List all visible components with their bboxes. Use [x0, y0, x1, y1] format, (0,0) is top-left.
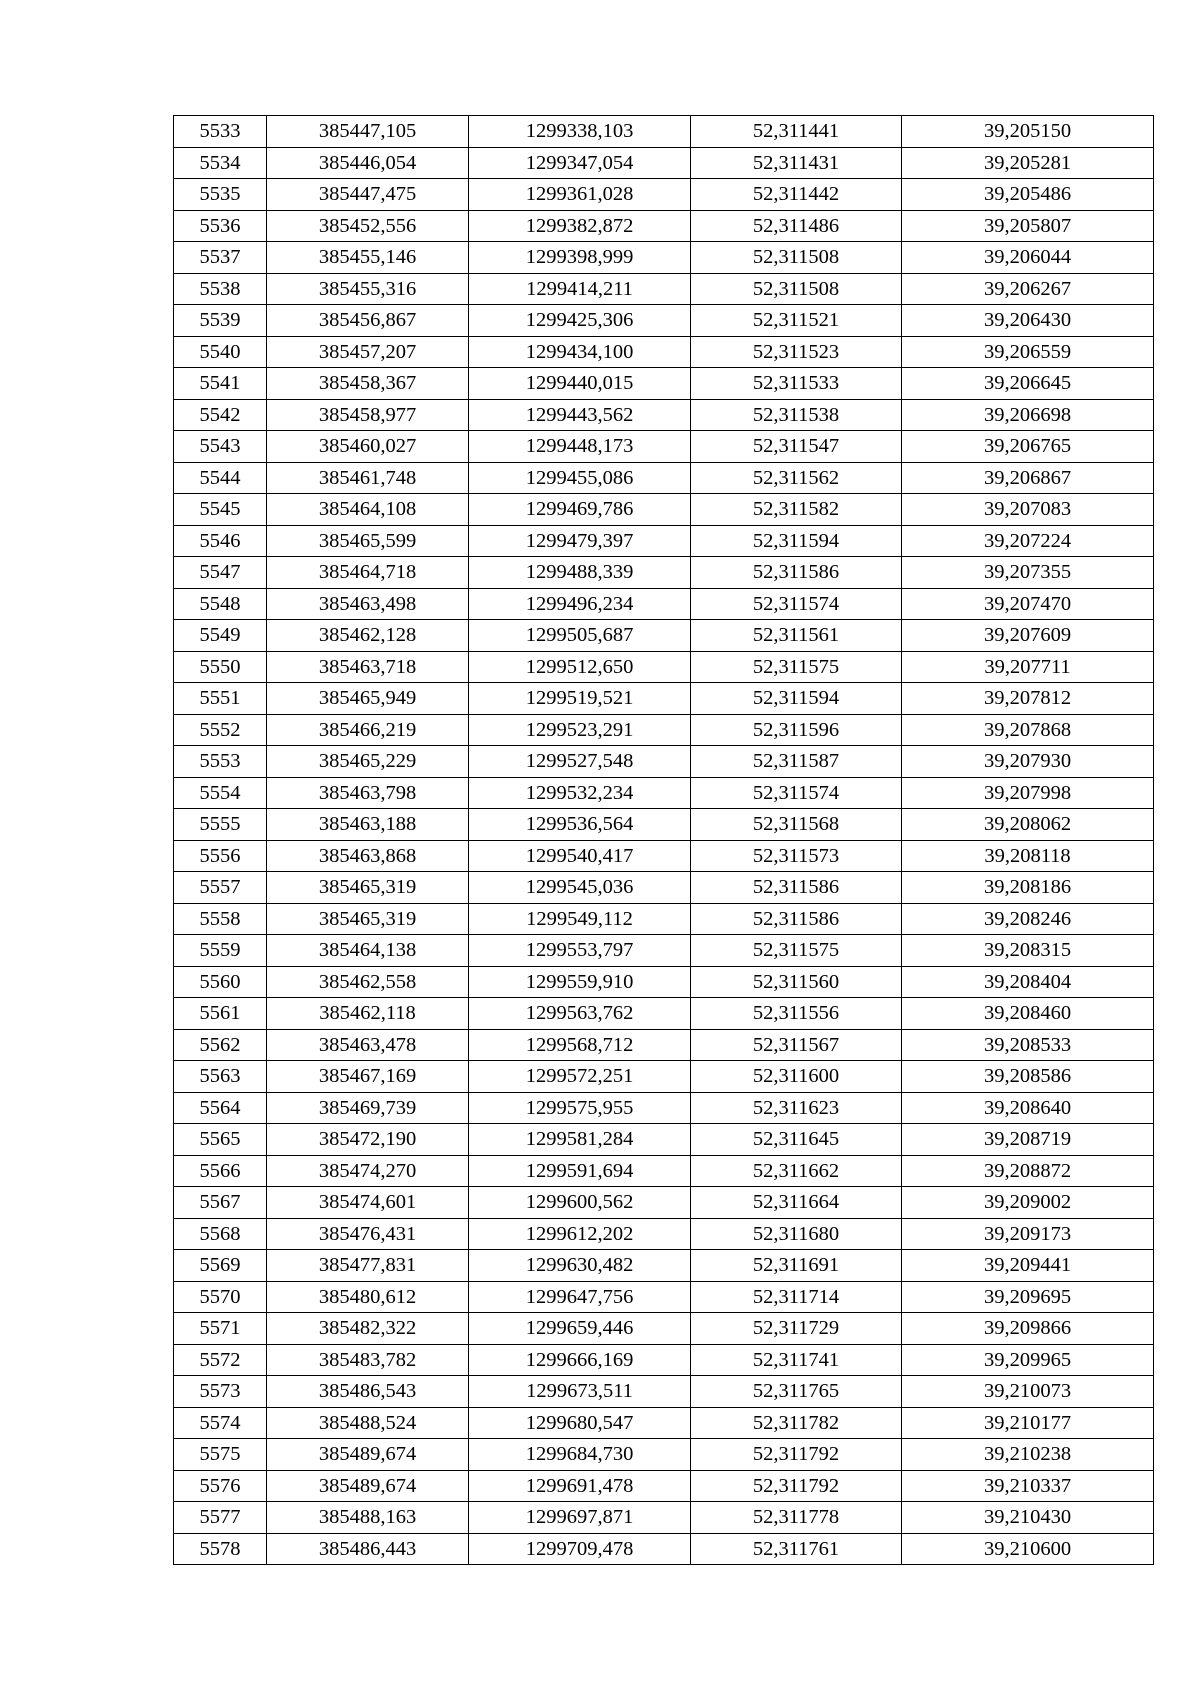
latitude-cell: 52,311714 — [691, 1281, 902, 1313]
y-coordinate-cell: 1299553,797 — [469, 935, 691, 967]
point-number-cell: 5574 — [174, 1407, 267, 1439]
latitude-cell: 52,311778 — [691, 1502, 902, 1534]
table-row — [174, 1439, 1154, 1471]
longitude-cell: 39,210337 — [902, 1470, 1154, 1502]
point-number-cell: 5567 — [174, 1187, 267, 1219]
latitude-cell: 52,311664 — [691, 1187, 902, 1219]
y-coordinate-cell: 1299680,547 — [469, 1407, 691, 1439]
x-coordinate-cell: 385463,868 — [267, 840, 469, 872]
y-coordinate-cell: 1299575,955 — [469, 1092, 691, 1124]
x-coordinate-cell: 385455,146 — [267, 242, 469, 274]
table-row — [174, 1533, 1154, 1565]
table-row — [174, 1502, 1154, 1534]
latitude-cell: 52,311574 — [691, 588, 902, 620]
x-coordinate-cell: 385455,316 — [267, 273, 469, 305]
y-coordinate-cell: 1299523,291 — [469, 714, 691, 746]
y-coordinate-cell: 1299709,478 — [469, 1533, 691, 1565]
point-number-cell: 5568 — [174, 1218, 267, 1250]
point-number-cell: 5569 — [174, 1250, 267, 1282]
point-number-cell: 5549 — [174, 620, 267, 652]
x-coordinate-cell: 385463,498 — [267, 588, 469, 620]
x-coordinate-cell: 385483,782 — [267, 1344, 469, 1376]
longitude-cell: 39,210430 — [902, 1502, 1154, 1534]
table-row — [174, 1124, 1154, 1156]
latitude-cell: 52,311556 — [691, 998, 902, 1030]
point-number-cell: 5542 — [174, 399, 267, 431]
y-coordinate-cell: 1299488,339 — [469, 557, 691, 589]
x-coordinate-cell: 385482,322 — [267, 1313, 469, 1345]
x-coordinate-cell: 385452,556 — [267, 210, 469, 242]
table-row — [174, 525, 1154, 557]
longitude-cell: 39,206698 — [902, 399, 1154, 431]
x-coordinate-cell: 385463,798 — [267, 777, 469, 809]
latitude-cell: 52,311586 — [691, 872, 902, 904]
longitude-cell: 39,206267 — [902, 273, 1154, 305]
table-row — [174, 431, 1154, 463]
point-number-cell: 5555 — [174, 809, 267, 841]
table-row — [174, 903, 1154, 935]
x-coordinate-cell: 385465,229 — [267, 746, 469, 778]
longitude-cell: 39,208118 — [902, 840, 1154, 872]
y-coordinate-cell: 1299455,086 — [469, 462, 691, 494]
y-coordinate-cell: 1299697,871 — [469, 1502, 691, 1534]
x-coordinate-cell: 385447,105 — [267, 116, 469, 148]
x-coordinate-cell: 385460,027 — [267, 431, 469, 463]
latitude-cell: 52,311586 — [691, 557, 902, 589]
y-coordinate-cell: 1299505,687 — [469, 620, 691, 652]
longitude-cell: 39,206044 — [902, 242, 1154, 274]
point-number-cell: 5547 — [174, 557, 267, 589]
table-row — [174, 1344, 1154, 1376]
longitude-cell: 39,208719 — [902, 1124, 1154, 1156]
latitude-cell: 52,311691 — [691, 1250, 902, 1282]
table-row — [174, 1376, 1154, 1408]
latitude-cell: 52,311662 — [691, 1155, 902, 1187]
latitude-cell: 52,311587 — [691, 746, 902, 778]
latitude-cell: 52,311523 — [691, 336, 902, 368]
table-row — [174, 840, 1154, 872]
table-row — [174, 651, 1154, 683]
y-coordinate-cell: 1299425,306 — [469, 305, 691, 337]
table-row — [174, 1092, 1154, 1124]
table-row — [174, 305, 1154, 337]
latitude-cell: 52,311594 — [691, 683, 902, 715]
longitude-cell: 39,209965 — [902, 1344, 1154, 1376]
x-coordinate-cell: 385458,367 — [267, 368, 469, 400]
longitude-cell: 39,207224 — [902, 525, 1154, 557]
table-row — [174, 746, 1154, 778]
y-coordinate-cell: 1299630,482 — [469, 1250, 691, 1282]
y-coordinate-cell: 1299691,478 — [469, 1470, 691, 1502]
point-number-cell: 5570 — [174, 1281, 267, 1313]
table-row — [174, 620, 1154, 652]
x-coordinate-cell: 385472,190 — [267, 1124, 469, 1156]
table-row — [174, 966, 1154, 998]
longitude-cell: 39,205281 — [902, 147, 1154, 179]
y-coordinate-cell: 1299361,028 — [469, 179, 691, 211]
table-row — [174, 777, 1154, 809]
x-coordinate-cell: 385489,674 — [267, 1439, 469, 1471]
table-row — [174, 714, 1154, 746]
table-row — [174, 998, 1154, 1030]
table-row — [174, 368, 1154, 400]
x-coordinate-cell: 385467,169 — [267, 1061, 469, 1093]
point-number-cell: 5534 — [174, 147, 267, 179]
point-number-cell: 5556 — [174, 840, 267, 872]
x-coordinate-cell: 385462,128 — [267, 620, 469, 652]
table-row — [174, 399, 1154, 431]
table-row — [174, 557, 1154, 589]
latitude-cell: 52,311562 — [691, 462, 902, 494]
y-coordinate-cell: 1299591,694 — [469, 1155, 691, 1187]
longitude-cell: 39,207470 — [902, 588, 1154, 620]
latitude-cell: 52,311792 — [691, 1470, 902, 1502]
y-coordinate-cell: 1299443,562 — [469, 399, 691, 431]
longitude-cell: 39,208404 — [902, 966, 1154, 998]
latitude-cell: 52,311761 — [691, 1533, 902, 1565]
point-number-cell: 5548 — [174, 588, 267, 620]
y-coordinate-cell: 1299540,417 — [469, 840, 691, 872]
latitude-cell: 52,311442 — [691, 179, 902, 211]
table-row — [174, 494, 1154, 526]
y-coordinate-cell: 1299414,211 — [469, 273, 691, 305]
point-number-cell: 5564 — [174, 1092, 267, 1124]
table-row — [174, 1061, 1154, 1093]
table-row — [174, 179, 1154, 211]
point-number-cell: 5578 — [174, 1533, 267, 1565]
longitude-cell: 39,207998 — [902, 777, 1154, 809]
y-coordinate-cell: 1299545,036 — [469, 872, 691, 904]
point-number-cell: 5563 — [174, 1061, 267, 1093]
longitude-cell: 39,209002 — [902, 1187, 1154, 1219]
y-coordinate-cell: 1299434,100 — [469, 336, 691, 368]
point-number-cell: 5566 — [174, 1155, 267, 1187]
point-number-cell: 5551 — [174, 683, 267, 715]
longitude-cell: 39,206645 — [902, 368, 1154, 400]
x-coordinate-cell: 385488,524 — [267, 1407, 469, 1439]
point-number-cell: 5545 — [174, 494, 267, 526]
y-coordinate-cell: 1299536,564 — [469, 809, 691, 841]
longitude-cell: 39,208872 — [902, 1155, 1154, 1187]
x-coordinate-cell: 385469,739 — [267, 1092, 469, 1124]
y-coordinate-cell: 1299549,112 — [469, 903, 691, 935]
y-coordinate-cell: 1299496,234 — [469, 588, 691, 620]
point-number-cell: 5559 — [174, 935, 267, 967]
longitude-cell: 39,207930 — [902, 746, 1154, 778]
x-coordinate-cell: 385480,612 — [267, 1281, 469, 1313]
latitude-cell: 52,311594 — [691, 525, 902, 557]
y-coordinate-cell: 1299469,786 — [469, 494, 691, 526]
point-number-cell: 5543 — [174, 431, 267, 463]
point-number-cell: 5560 — [174, 966, 267, 998]
longitude-cell: 39,209173 — [902, 1218, 1154, 1250]
longitude-cell: 39,208533 — [902, 1029, 1154, 1061]
longitude-cell: 39,210073 — [902, 1376, 1154, 1408]
x-coordinate-cell: 385486,443 — [267, 1533, 469, 1565]
longitude-cell: 39,205486 — [902, 179, 1154, 211]
x-coordinate-cell: 385465,949 — [267, 683, 469, 715]
x-coordinate-cell: 385466,219 — [267, 714, 469, 746]
latitude-cell: 52,311508 — [691, 242, 902, 274]
table-row — [174, 336, 1154, 368]
y-coordinate-cell: 1299612,202 — [469, 1218, 691, 1250]
longitude-cell: 39,209866 — [902, 1313, 1154, 1345]
table-row — [174, 1281, 1154, 1313]
latitude-cell: 52,311574 — [691, 777, 902, 809]
x-coordinate-cell: 385464,718 — [267, 557, 469, 589]
latitude-cell: 52,311575 — [691, 935, 902, 967]
table-row — [174, 1218, 1154, 1250]
longitude-cell: 39,208586 — [902, 1061, 1154, 1093]
latitude-cell: 52,311568 — [691, 809, 902, 841]
latitude-cell: 52,311586 — [691, 903, 902, 935]
x-coordinate-cell: 385465,319 — [267, 872, 469, 904]
longitude-cell: 39,208246 — [902, 903, 1154, 935]
y-coordinate-cell: 1299347,054 — [469, 147, 691, 179]
point-number-cell: 5557 — [174, 872, 267, 904]
x-coordinate-cell: 385489,674 — [267, 1470, 469, 1502]
latitude-cell: 52,311431 — [691, 147, 902, 179]
longitude-cell: 39,207609 — [902, 620, 1154, 652]
table-row — [174, 147, 1154, 179]
y-coordinate-cell: 1299673,511 — [469, 1376, 691, 1408]
x-coordinate-cell: 385463,718 — [267, 651, 469, 683]
table-row — [174, 1313, 1154, 1345]
longitude-cell: 39,208640 — [902, 1092, 1154, 1124]
longitude-cell: 39,207355 — [902, 557, 1154, 589]
latitude-cell: 52,311741 — [691, 1344, 902, 1376]
y-coordinate-cell: 1299448,173 — [469, 431, 691, 463]
x-coordinate-cell: 385488,163 — [267, 1502, 469, 1534]
y-coordinate-cell: 1299338,103 — [469, 116, 691, 148]
latitude-cell: 52,311567 — [691, 1029, 902, 1061]
x-coordinate-cell: 385462,118 — [267, 998, 469, 1030]
y-coordinate-cell: 1299600,562 — [469, 1187, 691, 1219]
y-coordinate-cell: 1299512,650 — [469, 651, 691, 683]
latitude-cell: 52,311547 — [691, 431, 902, 463]
table-row — [174, 872, 1154, 904]
latitude-cell: 52,311560 — [691, 966, 902, 998]
y-coordinate-cell: 1299532,234 — [469, 777, 691, 809]
x-coordinate-cell: 385464,138 — [267, 935, 469, 967]
table-row — [174, 462, 1154, 494]
latitude-cell: 52,311765 — [691, 1376, 902, 1408]
longitude-cell: 39,208186 — [902, 872, 1154, 904]
y-coordinate-cell: 1299382,872 — [469, 210, 691, 242]
table-row — [174, 210, 1154, 242]
y-coordinate-cell: 1299519,521 — [469, 683, 691, 715]
x-coordinate-cell: 385462,558 — [267, 966, 469, 998]
x-coordinate-cell: 385477,831 — [267, 1250, 469, 1282]
point-number-cell: 5550 — [174, 651, 267, 683]
longitude-cell: 39,206765 — [902, 431, 1154, 463]
point-number-cell: 5565 — [174, 1124, 267, 1156]
x-coordinate-cell: 385474,601 — [267, 1187, 469, 1219]
point-number-cell: 5554 — [174, 777, 267, 809]
y-coordinate-cell: 1299563,762 — [469, 998, 691, 1030]
x-coordinate-cell: 385457,207 — [267, 336, 469, 368]
latitude-cell: 52,311623 — [691, 1092, 902, 1124]
coordinates-table — [173, 115, 1154, 1565]
table-row — [174, 809, 1154, 841]
point-number-cell: 5539 — [174, 305, 267, 337]
longitude-cell: 39,207083 — [902, 494, 1154, 526]
table-row — [174, 683, 1154, 715]
latitude-cell: 52,311575 — [691, 651, 902, 683]
y-coordinate-cell: 1299659,446 — [469, 1313, 691, 1345]
table-row — [174, 242, 1154, 274]
y-coordinate-cell: 1299398,999 — [469, 242, 691, 274]
table-row — [174, 1187, 1154, 1219]
x-coordinate-cell: 385465,599 — [267, 525, 469, 557]
longitude-cell: 39,205807 — [902, 210, 1154, 242]
latitude-cell: 52,311782 — [691, 1407, 902, 1439]
latitude-cell: 52,311486 — [691, 210, 902, 242]
table-row — [174, 273, 1154, 305]
x-coordinate-cell: 385447,475 — [267, 179, 469, 211]
longitude-cell: 39,207812 — [902, 683, 1154, 715]
point-number-cell: 5553 — [174, 746, 267, 778]
point-number-cell: 5576 — [174, 1470, 267, 1502]
longitude-cell: 39,207868 — [902, 714, 1154, 746]
point-number-cell: 5537 — [174, 242, 267, 274]
coordinates-table-body — [174, 116, 1154, 1565]
table-row — [174, 1470, 1154, 1502]
x-coordinate-cell: 385463,478 — [267, 1029, 469, 1061]
table-row — [174, 1407, 1154, 1439]
point-number-cell: 5561 — [174, 998, 267, 1030]
point-number-cell: 5573 — [174, 1376, 267, 1408]
latitude-cell: 52,311600 — [691, 1061, 902, 1093]
table-row — [174, 1250, 1154, 1282]
y-coordinate-cell: 1299684,730 — [469, 1439, 691, 1471]
point-number-cell: 5535 — [174, 179, 267, 211]
latitude-cell: 52,311508 — [691, 273, 902, 305]
y-coordinate-cell: 1299666,169 — [469, 1344, 691, 1376]
table-row — [174, 1029, 1154, 1061]
latitude-cell: 52,311521 — [691, 305, 902, 337]
longitude-cell: 39,206430 — [902, 305, 1154, 337]
longitude-cell: 39,210177 — [902, 1407, 1154, 1439]
longitude-cell: 39,207711 — [902, 651, 1154, 683]
point-number-cell: 5540 — [174, 336, 267, 368]
point-number-cell: 5541 — [174, 368, 267, 400]
point-number-cell: 5536 — [174, 210, 267, 242]
latitude-cell: 52,311582 — [691, 494, 902, 526]
y-coordinate-cell: 1299581,284 — [469, 1124, 691, 1156]
point-number-cell: 5546 — [174, 525, 267, 557]
point-number-cell: 5558 — [174, 903, 267, 935]
table-row — [174, 588, 1154, 620]
point-number-cell: 5572 — [174, 1344, 267, 1376]
point-number-cell: 5571 — [174, 1313, 267, 1345]
table-row — [174, 116, 1154, 148]
latitude-cell: 52,311645 — [691, 1124, 902, 1156]
x-coordinate-cell: 385465,319 — [267, 903, 469, 935]
longitude-cell: 39,210238 — [902, 1439, 1154, 1471]
y-coordinate-cell: 1299647,756 — [469, 1281, 691, 1313]
point-number-cell: 5538 — [174, 273, 267, 305]
longitude-cell: 39,208460 — [902, 998, 1154, 1030]
x-coordinate-cell: 385486,543 — [267, 1376, 469, 1408]
point-number-cell: 5562 — [174, 1029, 267, 1061]
y-coordinate-cell: 1299568,712 — [469, 1029, 691, 1061]
latitude-cell: 52,311792 — [691, 1439, 902, 1471]
point-number-cell: 5575 — [174, 1439, 267, 1471]
longitude-cell: 39,208315 — [902, 935, 1154, 967]
latitude-cell: 52,311538 — [691, 399, 902, 431]
x-coordinate-cell: 385458,977 — [267, 399, 469, 431]
longitude-cell: 39,205150 — [902, 116, 1154, 148]
x-coordinate-cell: 385463,188 — [267, 809, 469, 841]
longitude-cell: 39,208062 — [902, 809, 1154, 841]
x-coordinate-cell: 385446,054 — [267, 147, 469, 179]
longitude-cell: 39,209695 — [902, 1281, 1154, 1313]
x-coordinate-cell: 385464,108 — [267, 494, 469, 526]
x-coordinate-cell: 385476,431 — [267, 1218, 469, 1250]
longitude-cell: 39,206867 — [902, 462, 1154, 494]
y-coordinate-cell: 1299440,015 — [469, 368, 691, 400]
longitude-cell: 39,210600 — [902, 1533, 1154, 1565]
y-coordinate-cell: 1299527,548 — [469, 746, 691, 778]
y-coordinate-cell: 1299559,910 — [469, 966, 691, 998]
point-number-cell: 5552 — [174, 714, 267, 746]
x-coordinate-cell: 385474,270 — [267, 1155, 469, 1187]
longitude-cell: 39,206559 — [902, 336, 1154, 368]
y-coordinate-cell: 1299479,397 — [469, 525, 691, 557]
y-coordinate-cell: 1299572,251 — [469, 1061, 691, 1093]
latitude-cell: 52,311573 — [691, 840, 902, 872]
latitude-cell: 52,311441 — [691, 116, 902, 148]
longitude-cell: 39,209441 — [902, 1250, 1154, 1282]
latitude-cell: 52,311561 — [691, 620, 902, 652]
point-number-cell: 5533 — [174, 116, 267, 148]
x-coordinate-cell: 385456,867 — [267, 305, 469, 337]
x-coordinate-cell: 385461,748 — [267, 462, 469, 494]
point-number-cell: 5544 — [174, 462, 267, 494]
latitude-cell: 52,311533 — [691, 368, 902, 400]
point-number-cell: 5577 — [174, 1502, 267, 1534]
latitude-cell: 52,311596 — [691, 714, 902, 746]
latitude-cell: 52,311680 — [691, 1218, 902, 1250]
table-row — [174, 935, 1154, 967]
latitude-cell: 52,311729 — [691, 1313, 902, 1345]
table-row — [174, 1155, 1154, 1187]
